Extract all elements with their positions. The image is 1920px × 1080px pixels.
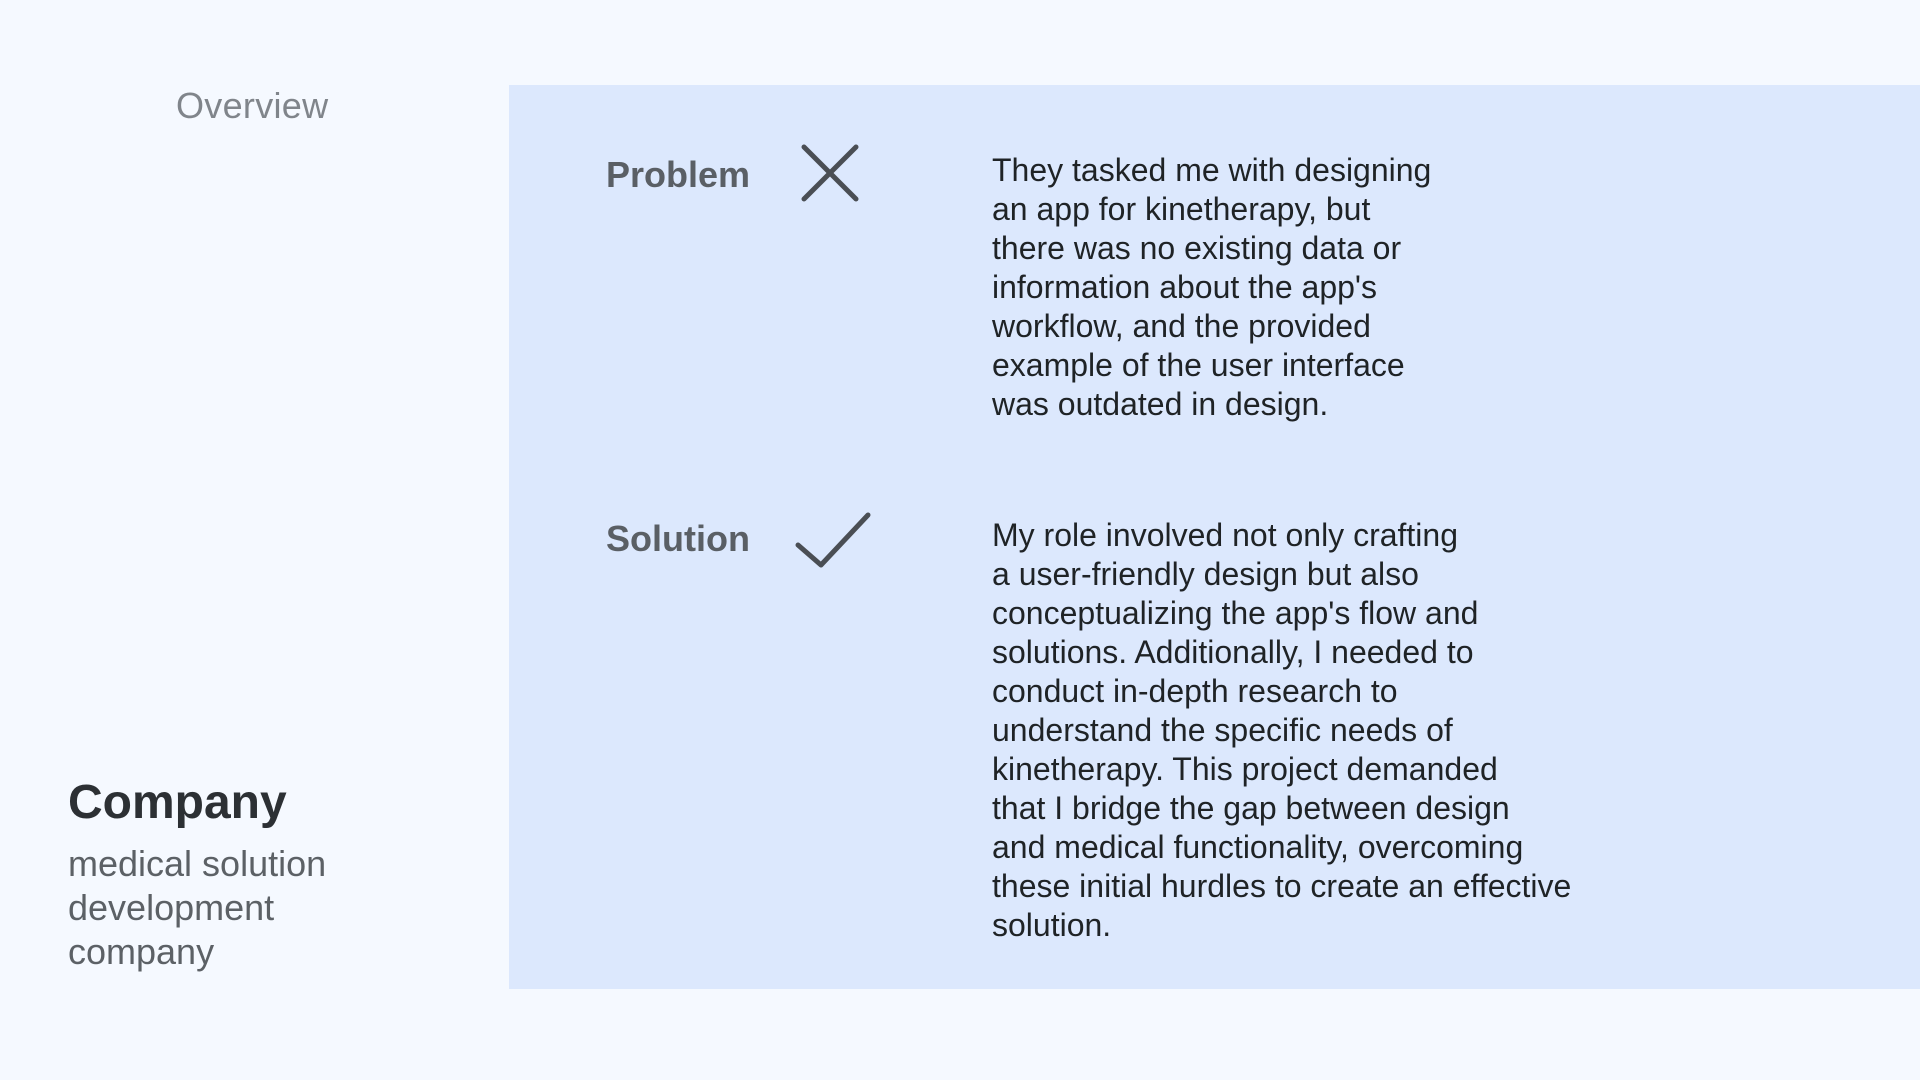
problem-description: They tasked me with designing an app for kinetherapy, but there was no existing data or information about the app's workflow, and the provided example of the user interface was outdated in design. <box>992 152 1432 422</box>
company-info <box>68 774 488 974</box>
overview-panel <box>509 85 1920 989</box>
check-icon <box>793 510 873 570</box>
solution-description: My role involved not only crafting a user-friendly design but also conceptualizing the app's flow and solutions. Additionally, I needed to conduct in-depth research to understand the specific needs of kinetherapy. This project demanded that I bridge the gap between design and medical functionality, overcoming these initial hurdles to create an effective solution. <box>992 517 1572 943</box>
problem-label: Problem <box>606 154 751 195</box>
solution-label: Solution <box>606 518 750 559</box>
company-description: medical solution development company <box>68 843 327 972</box>
close-icon <box>800 143 860 203</box>
section-label-overview: Overview <box>176 85 329 126</box>
company-title: Company <box>68 776 287 829</box>
